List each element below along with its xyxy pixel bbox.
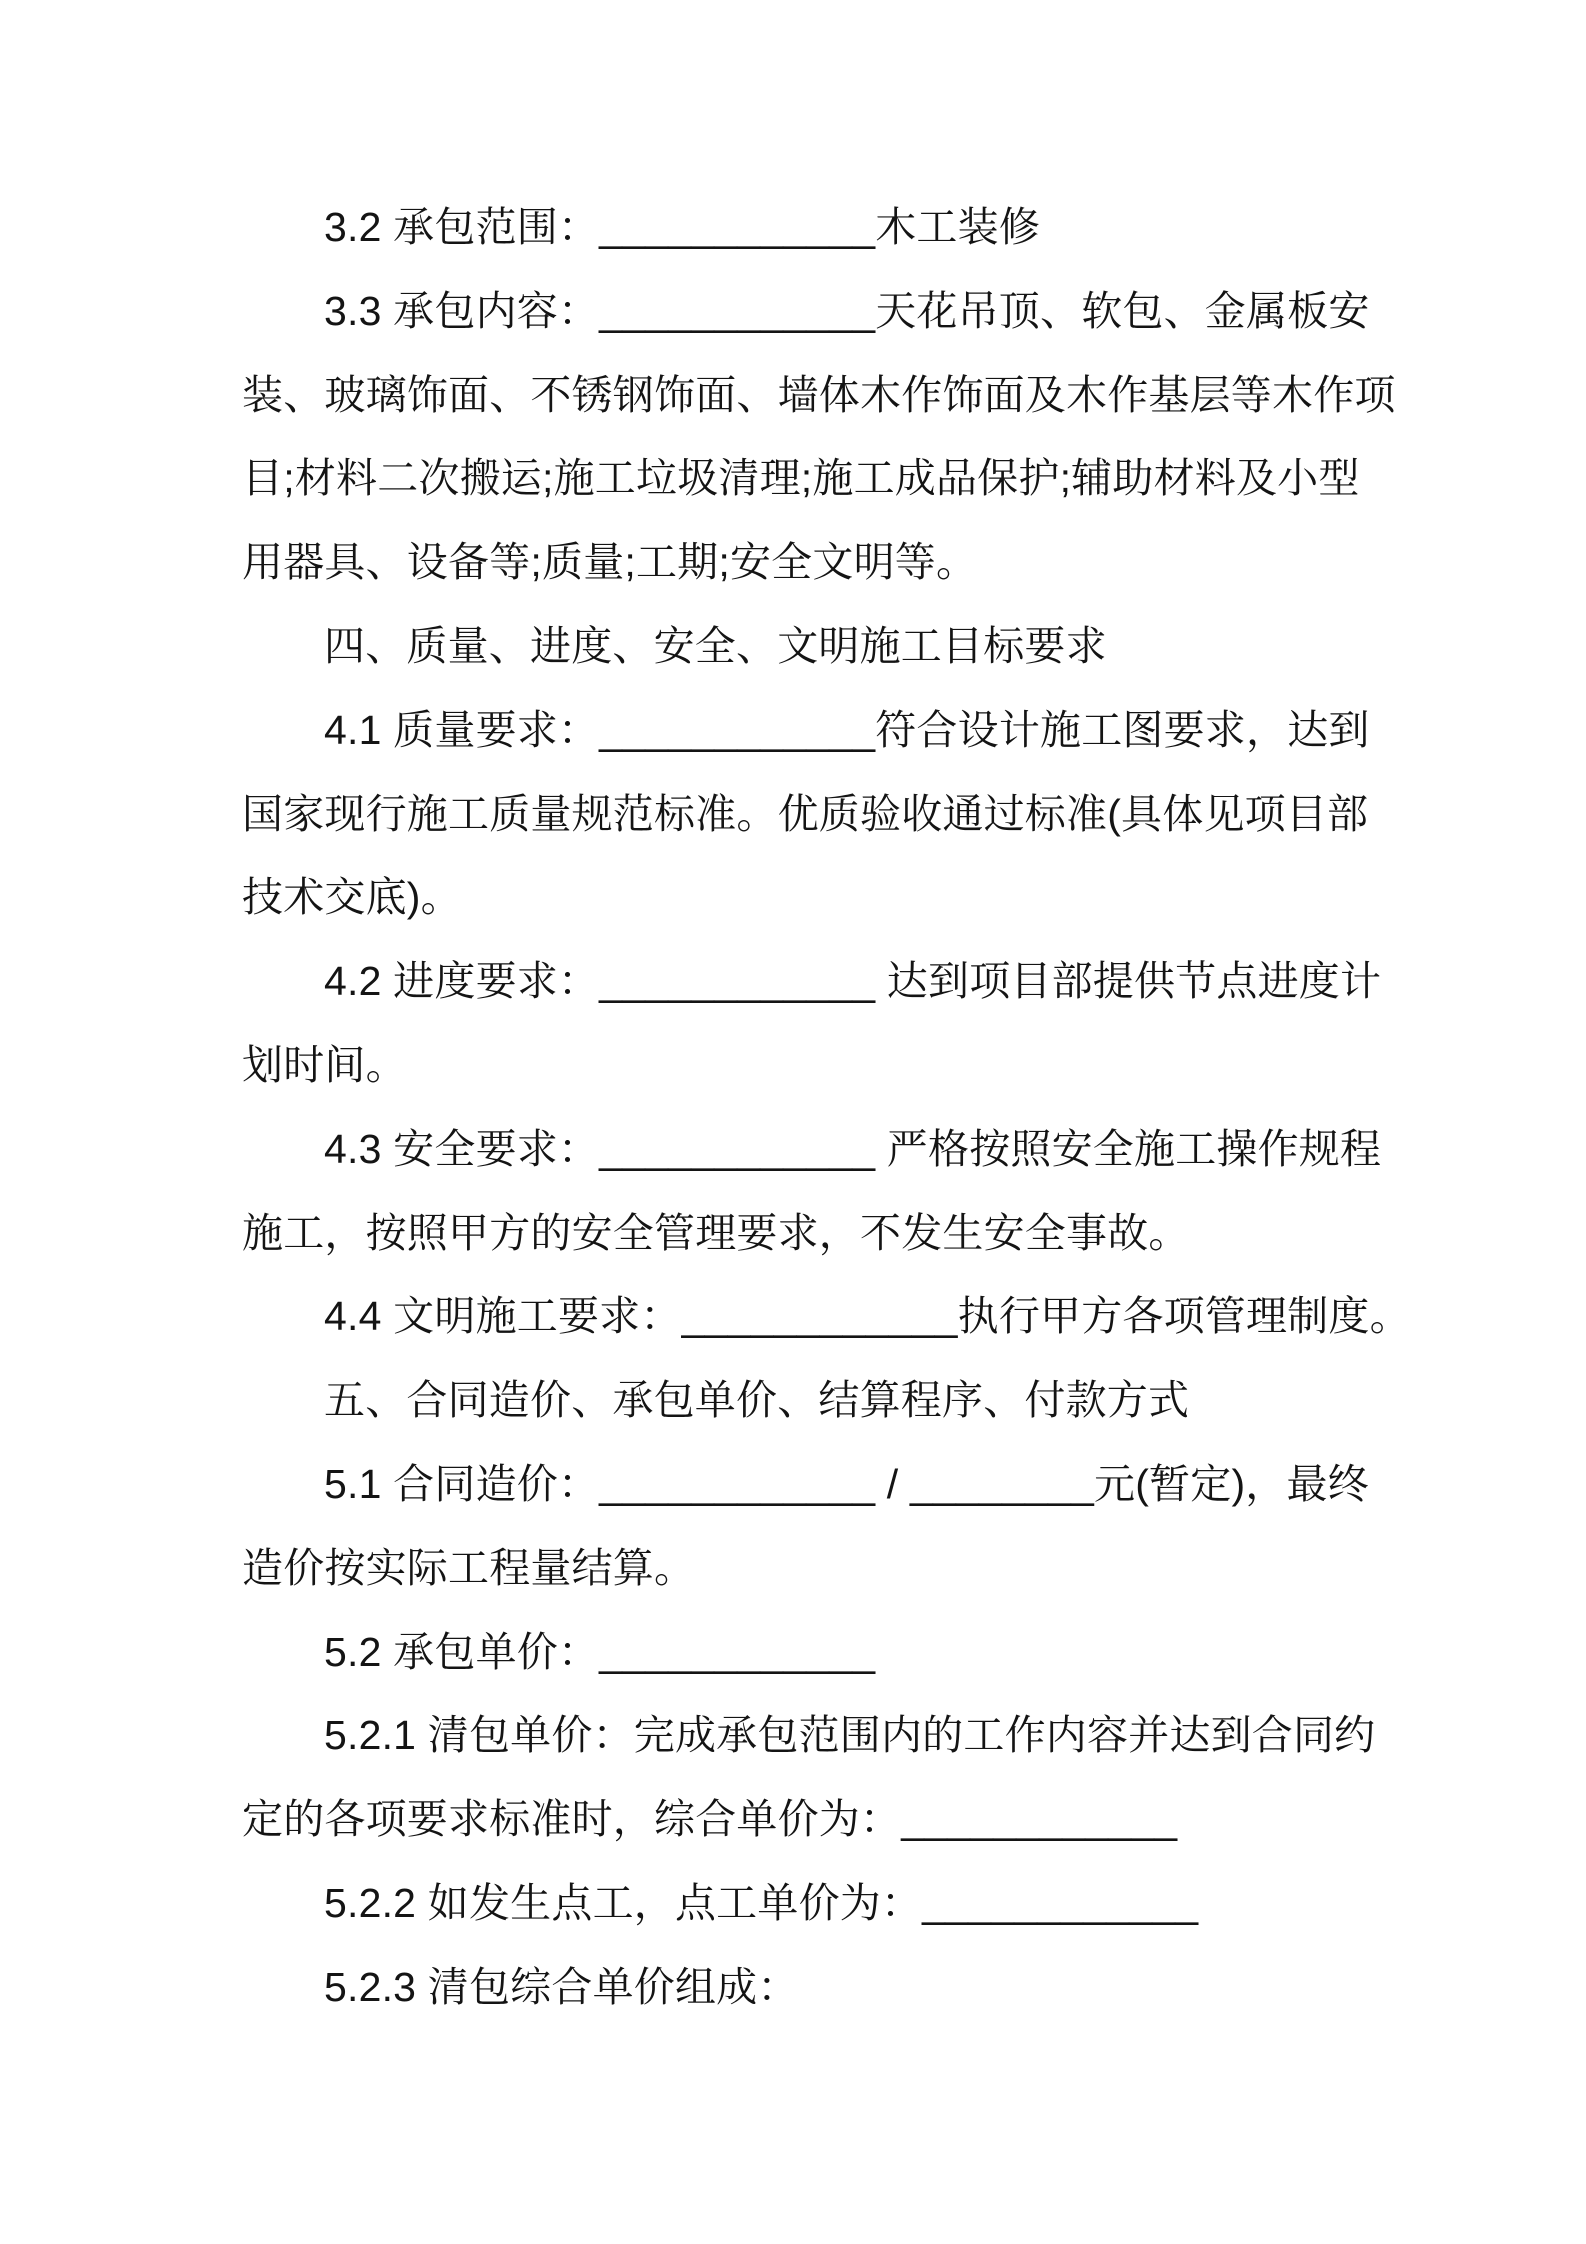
paragraph-line: 5.2.3 清包综合单价组成：: [324, 1963, 799, 2010]
paragraph-line: 5.2 承包单价：____________: [324, 1628, 876, 1675]
paragraph-line: 5.2.2 如发生点工，点工单价为：____________: [324, 1879, 1199, 1926]
clause-5-2-3-price-composition: [242, 1946, 1402, 2030]
clause-3-2-scope: [242, 186, 1402, 270]
clause-5-2-2-spot-labor-price: [242, 1862, 1402, 1946]
clause-3-3-content: [242, 270, 1402, 605]
clause-5-1-contract-price: [242, 1443, 1402, 1611]
clause-5-2-unit-price: [242, 1611, 1402, 1695]
paragraph-line: 4.3 安全要求：____________ 严格按照安全施工操作规程: [324, 1125, 1382, 1172]
clause-4-3-safety: [242, 1108, 1402, 1276]
paragraph-line: 国家现行施工质量规范标准。优质验收通过标准(具体见项目部: [242, 790, 1369, 837]
paragraph-line: 4.2 进度要求：____________ 达到项目部提供节点进度计: [324, 958, 1382, 1005]
paragraph-line: 用器具、设备等;质量;工期;安全文明等。: [242, 539, 978, 586]
clause-5-2-1-labor-unit-price: [242, 1694, 1402, 1862]
paragraph-line: 技术交底)。: [242, 874, 462, 921]
paragraph-line: 4.4 文明施工要求：____________执行甲方各项管理制度。: [324, 1293, 1411, 1340]
paragraph-line: 划时间。: [242, 1041, 407, 1088]
document-body: [242, 186, 1411, 2030]
paragraph-line: 施工，按照甲方的安全管理要求，不发生安全事故。: [242, 1209, 1190, 1256]
paragraph-line: 定的各项要求标准时，综合单价为：____________: [242, 1796, 1178, 1843]
paragraph-line: 装、玻璃饰面、不锈钢饰面、墙体木作饰面及木作基层等木作项: [242, 371, 1396, 418]
section-heading-4: [242, 605, 1402, 689]
paragraph-line: 3.2 承包范围：____________木工装修: [324, 204, 1041, 250]
paragraph-line: 4.1 质量要求：____________符合设计施工图要求，达到: [324, 706, 1370, 753]
paragraph-line: 5.1 合同造价：____________ / ________元(暂定)，最终: [324, 1460, 1369, 1507]
section-heading-5: [242, 1359, 1402, 1443]
clause-4-1-quality: [242, 689, 1402, 940]
paragraph-line: 造价按实际工程量结算。: [242, 1544, 696, 1591]
paragraph-line: 3.3 承包内容：____________天花吊顶、软包、金属板安: [324, 287, 1370, 334]
clause-4-2-schedule: [242, 940, 1402, 1108]
section-heading-text: 四、质量、进度、安全、文明施工目标要求: [324, 622, 1107, 669]
clause-4-4-civilized-construction: [242, 1275, 1411, 1359]
paragraph-line: 5.2.1 清包单价：完成承包范围内的工作内容并达到合同约: [324, 1712, 1376, 1759]
section-heading-text: 五、合同造价、承包单价、结算程序、付款方式: [324, 1377, 1190, 1424]
paragraph-line: 目;材料二次搬运;施工垃圾清理;施工成品保护;辅助材料及小型: [242, 455, 1360, 502]
